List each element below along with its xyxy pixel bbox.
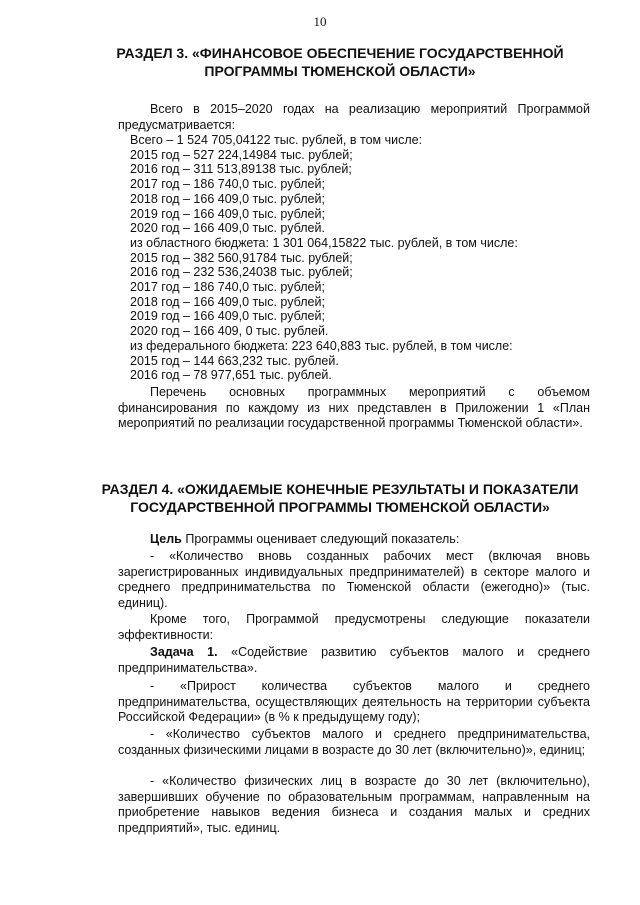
funding-line: 2018 год – 166 409,0 тыс. рублей;: [130, 294, 325, 309]
section4-title-line2: ГОСУДАРСТВЕННОЙ ПРОГРАММЫ ТЮМЕНСКОЙ ОБЛАСТИ»: [130, 499, 550, 515]
funding-line: из областного бюджета: 1 301 064,15822 тыс. рублей, в том числе:: [130, 235, 518, 250]
indicator-1: - «Прирост количества субъектов малого и среднего предпринимательства, осуществляющих деятельность на территории субъекта Российской Федерации» (в % к предыдущему году);: [118, 679, 590, 724]
funding-line: 2019 год – 166 409,0 тыс. рублей;: [130, 309, 325, 324]
section3-closing: Перечень основных программных мероприятий с объемом финансирования по каждому из них представлен в Приложении 1 «План мероприятий по реализации государственной программы Тюменской области».: [118, 385, 590, 430]
funding-line: из федерального бюджета: 223 640,883 тыс. рублей, в том числе:: [130, 338, 513, 353]
task1-paragraph: [118, 645, 590, 676]
page-number: 10: [313, 14, 327, 29]
section4-title: [90, 480, 590, 516]
goal-paragraph: [118, 532, 590, 548]
funding-line: 2016 год – 311 513,89138 тыс. рублей;: [130, 162, 352, 177]
funding-line: 2015 год – 144 663,232 тыс. рублей.: [130, 353, 339, 368]
funding-line: 2016 год – 78 977,651 тыс. рублей.: [130, 368, 332, 383]
section3-intro: Всего в 2015–2020 годах на реализацию мероприятий Программой предусматривается:: [118, 102, 590, 132]
goal-text: Программы оценивает следующий показатель:: [181, 532, 460, 546]
section4-title-line1: РАЗДЕЛ 4. «ОЖИДАЕМЫЕ КОНЕЧНЫЕ РЕЗУЛЬТАТЫ И ПОКАЗАТЕЛИ: [101, 481, 579, 497]
efficiency-intro: Кроме того, Программой предусмотрены следующие показатели эффективности:: [118, 612, 590, 642]
task1-text: «Содействие развитию субъектов малого и среднего предпринимательства».: [118, 645, 591, 675]
section3-title: [90, 44, 590, 80]
section3-title-line2: ПРОГРАММЫ ТЮМЕНСКОЙ ОБЛАСТИ»: [204, 63, 476, 79]
funding-line: 2019 год – 166 409,0 тыс. рублей;: [130, 206, 325, 221]
goal-indicator: - «Количество вновь созданных рабочих мест (включая вновь зарегистрированных индивидуальных предпринимателей) в секторе малого и среднего предпринимательства по Тюменской области (ежегодно)» (тыс. единиц).: [118, 549, 590, 610]
indicator-2: - «Количество субъектов малого и среднего предпринимательства, созданных физическими лицами в возрасте до 30 лет (включительно)», единиц;: [118, 727, 590, 757]
section3-title-line1: РАЗДЕЛ 3. «ФИНАНСОВОЕ ОБЕСПЕЧЕНИЕ ГОСУДАРСТВЕННОЙ: [116, 45, 564, 61]
funding-line: 2018 год – 166 409,0 тыс. рублей;: [130, 191, 325, 206]
funding-line: 2016 год – 232 536,24038 тыс. рублей;: [130, 265, 353, 280]
funding-line: Всего – 1 524 705,04122 тыс. рублей, в том числе:: [130, 133, 423, 147]
funding-line: 2017 год – 186 740,0 тыс. рублей;: [130, 280, 325, 295]
funding-line: 2020 год – 166 409, 0 тыс. рублей.: [130, 324, 329, 339]
funding-line: 2015 год – 382 560,91784 тыс. рублей;: [130, 250, 353, 265]
indicator-3: - «Количество физических лиц в возрасте до 30 лет (включительно), завершивших обучение по образовательным программам, направленным на приобретение навыков ведения бизнеса и создания малых и средних предприятий», тыс. единиц.: [118, 774, 590, 835]
task1-label: Задача 1.: [150, 645, 218, 659]
funding-line: 2020 год – 166 409,0 тыс. рублей.: [130, 221, 325, 236]
funding-line: 2017 год – 186 740,0 тыс. рублей;: [130, 177, 325, 192]
funding-list: [130, 133, 590, 383]
goal-label: Цель: [150, 532, 182, 546]
funding-line: 2015 год – 527 224,14984 тыс. рублей;: [130, 147, 353, 162]
